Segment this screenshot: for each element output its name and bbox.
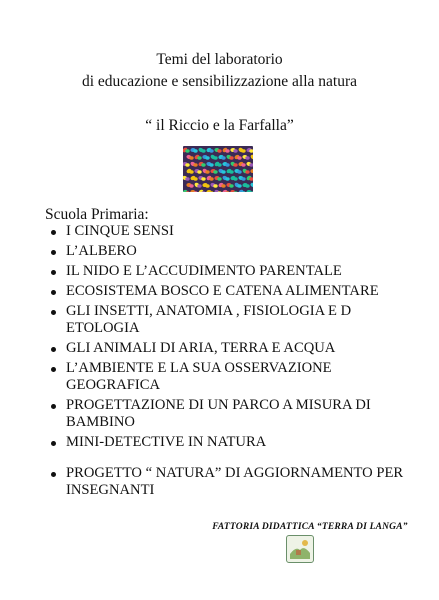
farm-logo xyxy=(286,535,314,563)
topic-item: PROGETTO “ NATURA” DI AGGIORNAMENTO PER INSEGNANTI xyxy=(48,465,428,499)
topic-item: L’AMBIENTE E LA SUA OSSERVAZIONE GEOGRAFICA xyxy=(48,360,428,394)
title-line-2: di educazione e sensibilizzazione alla natura xyxy=(82,73,357,90)
topic-item: MINI-DETECTIVE IN NATURA xyxy=(48,434,428,451)
topic-item: GLI ANIMALI DI ARIA, TERRA E ACQUA xyxy=(48,340,428,357)
section-label: Scuola Primaria: xyxy=(45,206,149,223)
project-subtitle: “ il Riccio e la Farfalla” xyxy=(145,117,294,134)
topic-item: PROGETTAZIONE DI UN PARCO A MISURA DI BAMBINO xyxy=(48,397,428,431)
topic-item: ECOSISTEMA BOSCO E CATENA ALIMENTARE xyxy=(48,283,428,300)
butterflies-image xyxy=(183,146,253,192)
topic-item: L’ALBERO xyxy=(48,243,428,260)
topics-list xyxy=(48,223,428,502)
topic-item: IL NIDO E L’ACCUDIMENTO PARENTALE xyxy=(48,263,428,280)
topic-item: GLI INSETTI, ANATOMIA , FISIOLOGIA E D ETOLOGIA xyxy=(48,303,428,337)
title-line-1: Temi del laboratorio xyxy=(156,51,283,68)
topic-item: I CINQUE SENSI xyxy=(48,223,428,240)
footer-organization: FATTORIA DIDATTICA “TERRA DI LANGA” xyxy=(212,522,408,532)
